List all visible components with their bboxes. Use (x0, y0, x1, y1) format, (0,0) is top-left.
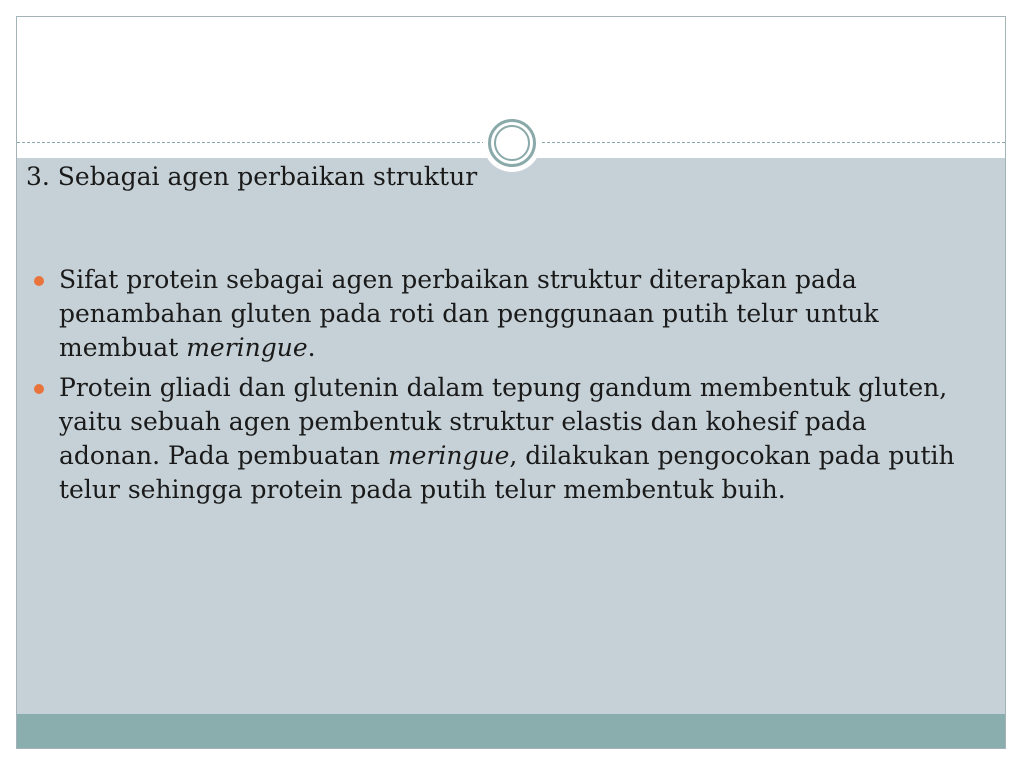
bullet-italic-term: meringue (186, 333, 308, 362)
bullet-text-end: , dilakukan pengocokan pada putih telur sehingga protein pada putih telur membentuk buih. (59, 441, 955, 504)
ornament-outer-ring (488, 119, 536, 167)
ornament-inner-ring (494, 125, 530, 161)
bullet-text: Sifat protein sebagai agen perbaikan struktur diterapkan pada penambahan gluten pada roti dan penggunaan putih telur untuk membuat (59, 265, 879, 362)
bullet-item-1 (26, 263, 966, 365)
slide-subtitle: 3. Sebagai agen perbaikan struktur (26, 162, 478, 191)
circle-ornament-icon (483, 114, 541, 172)
bullet-text: Protein gliadi dan glutenin dalam tepung gandum membentuk gluten, yaitu sebuah agen pembentuk struktur elastis dan kohesif pada adonan. Pada pembuatan (59, 373, 948, 470)
bullet-dot-icon (34, 276, 44, 286)
bullet-item-2 (26, 371, 966, 507)
bullet-text-end: . (307, 333, 316, 362)
bullet-italic-term: meringue (387, 441, 510, 470)
bullet-list (26, 263, 966, 513)
footer-bar (17, 714, 1005, 748)
bullet-dot-icon (34, 384, 44, 394)
